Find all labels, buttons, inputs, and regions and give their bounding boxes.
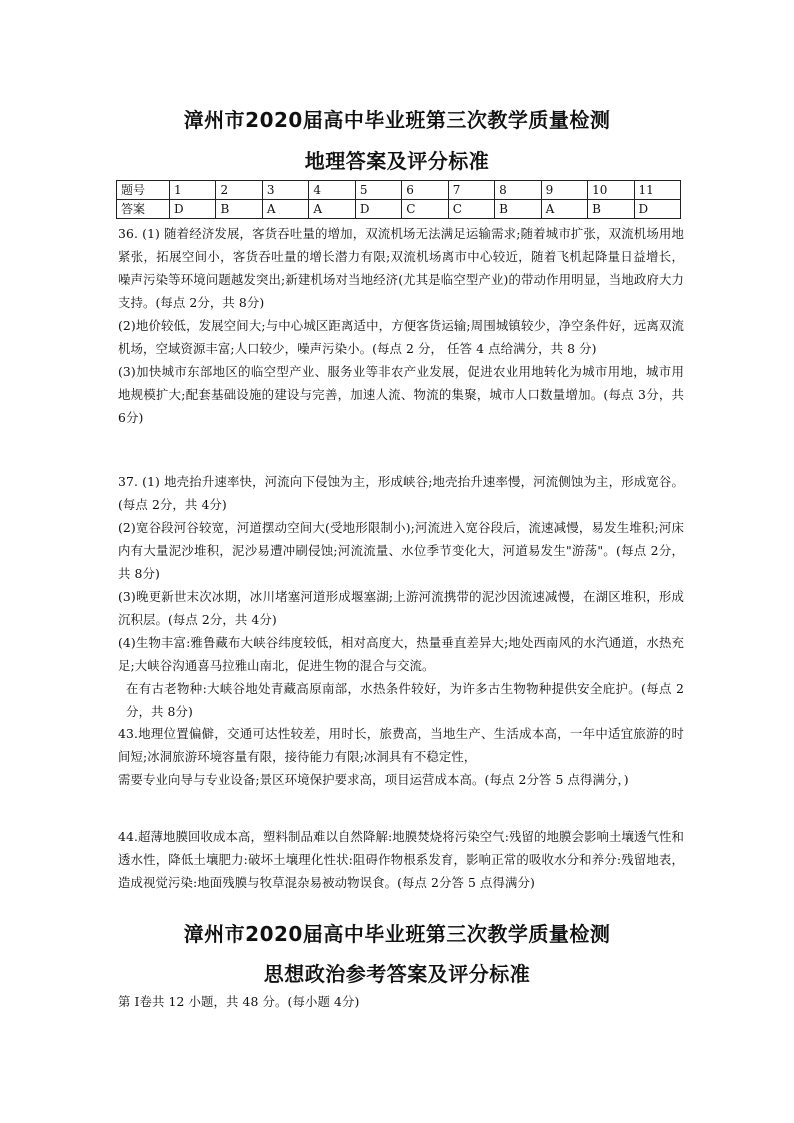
table-cell: 11 (634, 181, 680, 200)
table-cell: B (588, 200, 634, 219)
answer-paragraph: (2)宽谷段河谷较宽，河道摆动空间大(受地形限制小);河流进入宽谷段后，流速减慢，易发生堆积;河床内有大量泥沙堆积，泥沙易遭冲刷侵蚀;河流流量、水位季节变化大，河道易发生"游荡"。(每点 2分，共 8分) (118, 520, 684, 581)
table-cell: A (541, 200, 587, 219)
table-cell: 1 (170, 181, 216, 200)
question-37-answer (118, 470, 684, 723)
table-cell: 8 (495, 181, 541, 200)
geography-exam-title: 漳州市2020届高中毕业班第三次教学质量检测 (183, 108, 611, 132)
table-cell: 5 (355, 181, 401, 200)
intro-text: 第 I卷共 12 小题，共 48 分。(每小题 4分) (118, 994, 360, 1009)
table-cell: D (634, 200, 680, 219)
answer-paragraph: (3)晚更新世末次冰期，冰川堵塞河道形成堰塞湖;上游河流携带的泥沙因流速减慢，在湖区堆积，形成沉积层。(每点 2分，共 4分) (118, 589, 684, 627)
table-cell: 9 (541, 181, 587, 200)
multiple-choice-answer-table (116, 180, 681, 219)
table-cell: D (355, 200, 401, 219)
question-44-answer (118, 825, 684, 894)
table-cell: B (216, 200, 262, 219)
answer-paragraph: 需要专业向导与专业设备;景区环境保护要求高，项目运营成本高。(每点 2分答 5 点得满分，) (118, 772, 629, 787)
table-cell: 4 (309, 181, 355, 200)
answer-paragraph: 在有古老物种:大峡谷地处青藏高原南部，水热条件较好，为许多古生物物种提供安全庇护。(每点 2分，共 8分) (126, 681, 684, 719)
table-cell: D (170, 200, 216, 219)
politics-part1-intro (118, 990, 684, 1013)
table-cell: C (448, 200, 494, 219)
answer-paragraph: 44.超薄地膜回收成本高，塑料制品难以自然降解:地膜焚烧将污染空气:残留的地膜会影响土壤透气性和透水性，降低土壤肥力:破坏土壤理化性状:阻碍作物根系发育，影响正常的吸收水分和养分:残留地表，造成视觉污染:地面残膜与牧草混杂易被动物误食。(每点 2分答 5 点得满分) (118, 829, 684, 890)
question-number-row (117, 181, 681, 200)
answer-paragraph: 37. (1) 地壳抬升速率快，河流向下侵蚀为主，形成峡谷;地壳抬升速率慢，河流侧蚀为主，形成宽谷。(每点 2分，共 4分) (118, 474, 684, 512)
answer-paragraph: (4)生物丰富:雅鲁藏布大峡谷纬度较低，相对高度大，热量垂直差异大;地处西南风的水汽通道，水热充足;大峡谷沟通喜马拉雅山南北，促进生物的混合与交流。 (118, 635, 684, 673)
table-cell: 7 (448, 181, 494, 200)
answer-paragraph: (3)加快城市东部地区的临空型产业、服务业等非农产业发展，促进农业用地转化为城市用地，城市用地规模扩大;配套基础设施的建设与完善，加速人流、物流的集聚，城市人口数量增加。(每点 3分，共 6分) (118, 364, 684, 425)
politics-exam-title: 漳州市2020届高中毕业班第三次教学质量检测 (183, 922, 611, 946)
table-cell: A (262, 200, 308, 219)
table-row-label: 题号 (117, 181, 170, 200)
table-cell: 2 (216, 181, 262, 200)
answer-paragraph: 43.地理位置偏僻，交通可达性较差，用时长，旅费高，当地生产、生活成本高，一年中适宜旅游的时间短;冰洞旅游环境容量有限，接待能力有限;冰洞具有不稳定性， (118, 726, 684, 764)
table-cell: 10 (588, 181, 634, 200)
table-cell: B (495, 200, 541, 219)
answer-paragraph: 36. (1) 随着经济发展，客货吞吐量的增加，双流机场无法满足运输需求;随着城市扩张，双流机场用地紧张，拓展空间小，客货吞吐量的增长潜力有限;双流机场离市中心较近，随着飞机起降量日益增长，噪声污染等环境问题越发突出;新建机场对当地经济(尤其是临空型产业)的带动作用明显，当地政府大力支持。(每点 2分，共 8分) (118, 226, 684, 310)
geography-answer-subtitle: 地理答案及评分标准 (304, 149, 490, 173)
table-cell: C (402, 200, 448, 219)
politics-answer-subtitle: 思想政治参考答案及评分标准 (263, 962, 531, 986)
answer-paragraph: (2)地价较低，发展空间大;与中心城区距离适中，方便客货运输;周围城镇较少，净空条件好，远离双流机场，空域资源丰富;人口较少，噪声污染小。(每点 2 分， 任答 4 点给满分，共 8 分) (118, 318, 684, 356)
answer-row (117, 200, 681, 219)
table-cell: 6 (402, 181, 448, 200)
question-43-answer (118, 722, 684, 791)
table-cell: A (309, 200, 355, 219)
table-cell: 3 (262, 181, 308, 200)
question-36-answer (118, 222, 684, 429)
table-row-label: 答案 (117, 200, 170, 219)
